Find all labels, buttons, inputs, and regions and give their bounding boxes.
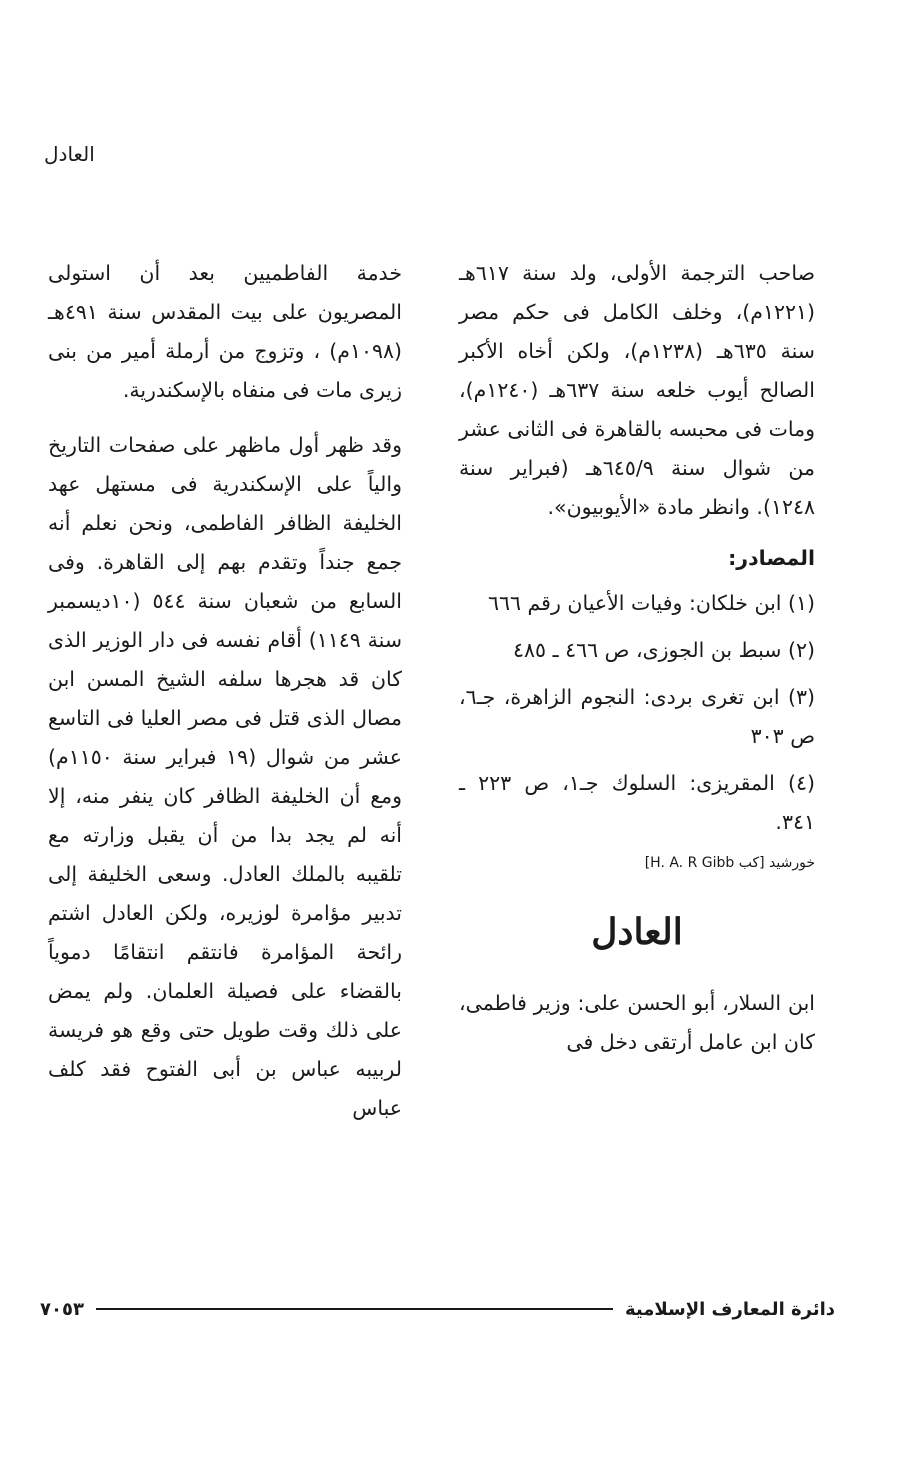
source-item-3: (٣) ابن تغرى بردى: النجوم الزاهرة، جـ٦، ص ٣٠٣ (459, 685, 815, 748)
running-head: العادل (44, 142, 95, 166)
right-column (459, 254, 815, 1074)
continued-paragraph: خدمة الفاطميين بعد أن استولى المصريون على بيت المقدس سنة ٤٩١هـ (١٠٩٨م) ، وتزوج من أرملة أمير من بنى زيرى مات فى منفاه بالإسكندرية. (48, 261, 402, 402)
page-number: ٧٠٥٣ (40, 1298, 84, 1320)
entry-paragraph: ابن السلار، أبو الحسن على: وزير فاطمى، كان ابن عامل أرتقى دخل فى (459, 991, 815, 1054)
page-footer (40, 1294, 835, 1324)
source-item-4: (٤) المقريزى: السلوك جـ١، ص ٢٢٣ ـ ٣٤١. (459, 771, 815, 834)
footer-rule (96, 1308, 613, 1310)
footer-title: دائرة المعارف الإسلامية (624, 1298, 835, 1320)
history-paragraph: وقد ظهر أول ماظهر على صفحات التاريخ والياً على الإسكندرية فى مستهل عهد الخليفة الظافر الفاطمى، ونحن نعلم أنه جمع جنداً وتقدم بهم إلى القاهرة. وفى السابع من شعبان سنة ٥٤٤ (١٠ديسمبر سنة ١١٤٩) أقام نفسه فى دار الوزير الذى كان قد هجرها سلفه الشيخ المسن ابن مصال الذى قتل فى مصر العليا فى التاسع عشر من شوال (١٩ فبراير سنة ١١٥٠م) ومع أن الخليفة الظافر كان ينفر منه، إلا أنه لم يجد بدا من أن يقبل وزارته مع تلقيبه بالملك العادل. وسعى الخليفة إلى تدبير مؤامرة لوزيره، ولكن العادل اشتم رائحة المؤامرة فانتقم انتقامًا دموياً بالقضاء على فصيلة العلمان. ولم يمض على ذلك وقت طويل حتى وقع هو فريسة لربيبه عباس بن أبى الفتوح فقد كلف عباس (48, 433, 402, 1120)
biography-paragraph: صاحب الترجمة الأولى، ولد سنة ٦١٧هـ (١٢٢١م)، وخلف الكامل فى حكم مصر سنة ٦٣٥هـ (١٢٣٨م)، ولكن أخاه الأكبر الصالح أيوب خلعه سنة ٦٣٧هـ (١٢٤٠م)، ومات فى محبسه بالقاهرة فى الثانى عشر من شوال سنة ٦٤٥/٩هـ (فبراير سنة ١٢٤٨). وانظر مادة «الأيوبيون». (459, 261, 815, 519)
sources-heading: المصادر: (728, 546, 815, 570)
author-credit: خورشيد [كب H. A. R Gibb] (644, 855, 815, 871)
source-item-2: (٢) سبط بن الجوزى، ص ٤٦٦ ـ ٤٨٥ (513, 638, 815, 662)
entry-title: العادل (591, 911, 683, 953)
source-item-1: (١) ابن خلكان: وفيات الأعيان رقم ٦٦٦ (487, 591, 815, 615)
left-column (48, 254, 402, 1144)
